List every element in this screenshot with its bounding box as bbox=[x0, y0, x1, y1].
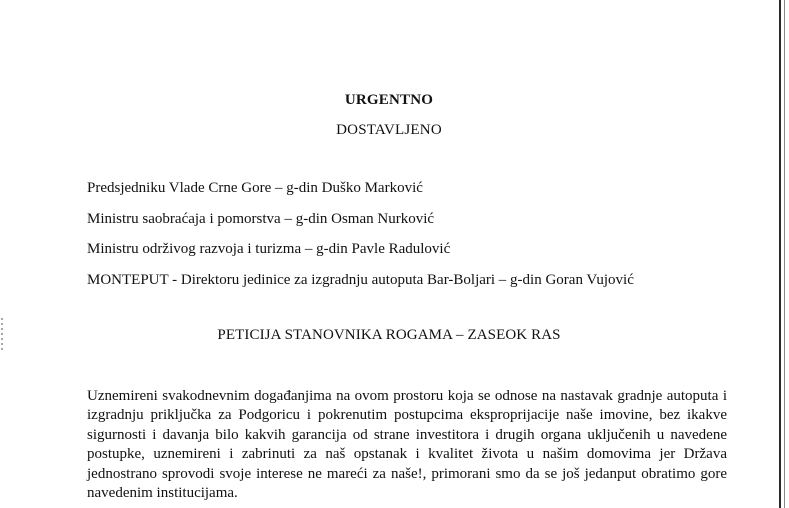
recipient-sustainable-development-minister: Ministru održivog razvoja i turizma – g-din Pavle Radulović bbox=[87, 241, 451, 257]
recipient-prime-minister: Predsjedniku Vlade Crne Gore – g-din Duško Marković bbox=[87, 180, 423, 196]
page-edge-shadow bbox=[784, 0, 785, 508]
recipient-list bbox=[87, 179, 737, 301]
urgent-heading: URGENTNO bbox=[344, 92, 434, 108]
recipient-transport-minister: Ministru saobraćaja i pomorstva – g-din Osman Nurković bbox=[87, 210, 435, 227]
delivered-heading: DOSTAVLJENO bbox=[336, 122, 442, 138]
page-edge-line bbox=[779, 0, 781, 508]
petition-title: PETICIJA STANOVNIKA ROGAMA – ZASEOK RAS bbox=[217, 327, 561, 343]
recipient-monteput-director: MONTEPUT - Direktoru jedinice za izgradnju autoputa Bar-Boljari – g-din Goran Vujović bbox=[87, 271, 634, 288]
petition-paragraph: Uznemireni svakodnevnim događanjima na ovom prostoru koja se odnose na nastavak gradnje autoputa i izgradnju priključka za Podgoricu i pokrenutim postupcima eksproprijacije naše imovine, bez ikakve sigurnosti i davanja bilo kakvih garancija od strane investitora i drugih organa uključenih u navedene postupke, uznemireni i zabrinuti za naš opstanak i kvalitet života u našim domovima jer Država jednostrano sprovodi svoje interese ne mareći za naše!, primorani smo da se još jedanput obratimo gore navedenim institucijama. bbox=[87, 388, 727, 502]
